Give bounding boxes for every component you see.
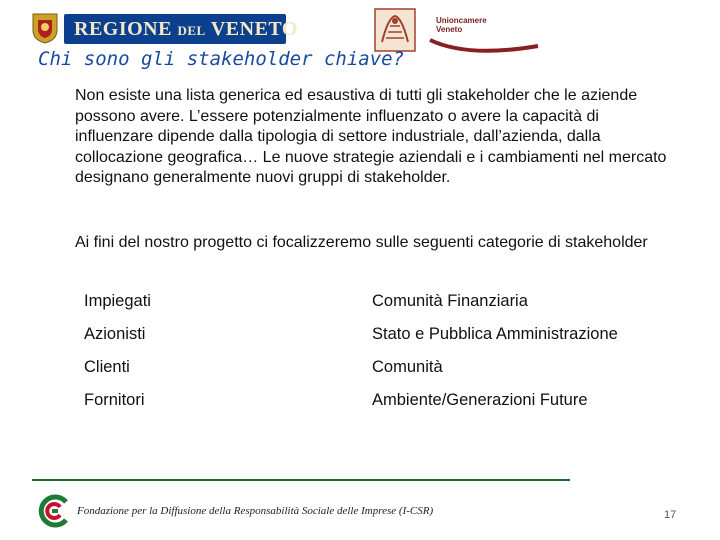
unioncamere-swoosh	[428, 36, 540, 58]
slide-title: Chi sono gli stakeholder chiave?	[38, 48, 405, 70]
intro-paragraph: Non esiste una lista generica ed esaustiva di tutti gli stakeholder che le aziende possono avere. L’essere potenzialmente influenzato o avere la capacità di influenzare dipende dalla tipologia di settore industriale, dall’azienda, dalla collocazione geografica… Le nuove strategie aziendali e i cambiamenti nel mercato designano generalmente nuovi gruppi di stakeholder.	[75, 87, 667, 186]
category-item: Ambiente/Generazioni Future	[372, 391, 588, 409]
category-item: Impiegati	[84, 292, 151, 310]
category-item: Comunità Finanziaria	[372, 292, 528, 310]
category-item: Azionisti	[84, 325, 146, 343]
category-item: Stato e Pubblica Amministrazione	[372, 325, 618, 343]
category-item: Fornitori	[84, 391, 145, 409]
focus-paragraph: Ai fini del nostro progetto ci focalizzeremo sulle seguenti categorie di stakeholder	[75, 234, 648, 251]
category-item: Comunità	[372, 358, 443, 376]
category-item: Clienti	[84, 358, 130, 376]
page-number: 17	[664, 509, 677, 521]
regione-crest-icon	[30, 12, 60, 44]
unioncamere-text: Unioncamere Veneto	[436, 16, 487, 34]
footer-divider	[32, 479, 570, 481]
regione-logo-text: REGIONE DEL VENETO	[74, 18, 298, 40]
unioncamere-mark-icon	[374, 8, 416, 52]
regione-veneto-logo	[30, 8, 298, 46]
footer-organization: Fondazione per la Diffusione della Responsabilità Sociale delle Imprese (I-CSR)	[77, 505, 434, 517]
icsr-logo-icon	[36, 494, 70, 528]
